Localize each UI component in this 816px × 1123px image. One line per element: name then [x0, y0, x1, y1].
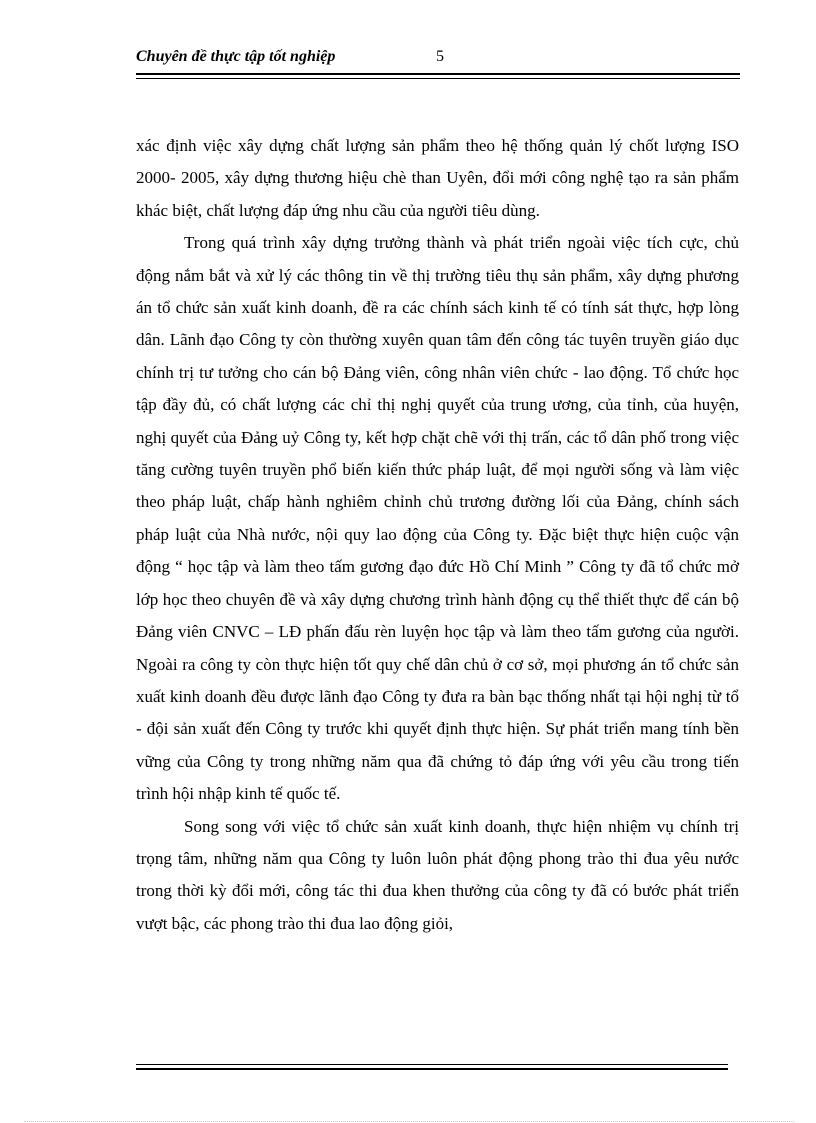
paragraph: Song song với việc tổ chức sản xuất kinh doanh, thực hiện nhiệm vụ chính trị trọng tâm, những năm qua Công ty luôn luôn phát động phong trào thi đua yêu nước trong thời kỳ đổi mới, công tác thi đua khen thưởng của công ty đã có bước phát triển vượt bậc, các phong trào thi đua lao động giỏi,	[136, 816, 739, 933]
header-rule-thin	[136, 78, 740, 79]
footer-rule-thin	[136, 1064, 728, 1065]
page-edge-divider	[24, 1121, 794, 1122]
page-number: 5	[436, 48, 444, 65]
header-rule-thick	[136, 73, 740, 75]
document-title: Chuyên đề thực tập tốt nghiệp	[136, 48, 336, 65]
paragraph: Trong quá trình xây dựng trưởng thành và phát triển ngoài việc tích cực, chủ động nắm bắt và xử lý các thông tin về thị trường tiêu thụ sản phẩm, xây dựng phương án tổ chức sản xuất kinh doanh, đề ra các chính sách kinh tế có tính sát thực, hợp lòng dân. Lãnh đạo Công ty còn thường xuyên quan tâm đến công tác tuyên truyền giáo dục chính trị tư tưởng cho cán bộ Đảng viên, công nhân viên chức - lao động. Tổ chức học tập đầy đủ, có chất lượng các chỉ thị nghị quyết của trung ương, của tỉnh, của huyện, nghị quyết của Đảng uỷ Công ty, kết hợp chặt chẽ với thị trấn, các tổ dân phố trong việc tăng cường tuyên truyền phổ biến kiến thức pháp luật, để mọi người sống và làm việc theo pháp luật, chấp hành nghiêm chỉnh chủ trương đường lối của Đảng, chính sách pháp luật của Nhà nước, nội quy lao động của Công ty. Đặc biệt thực hiện cuộc vận động “ học tập và làm theo tấm gương đạo đức Hồ Chí Minh ” Công ty đã tổ chức mở lớp học theo chuyên đề và xây dựng chương trình hành động cụ thể thiết thực để cán bộ Đảng viên CNVC – LĐ phấn đấu rèn luyện học tập và làm theo tấm gương của người. Ngoài ra công ty còn thực hiện tốt quy chế dân chủ ở cơ sở, mọi phương án tổ chức sản xuất kinh doanh đều được lãnh đạo Công ty đưa ra bàn bạc thống nhất tại hội nghị từ tổ - đội sản xuất đến Công ty trước khi quyết định thực hiện. Sự phát triển mang tính bền vững của Công ty trong những năm qua đã chứng tỏ đáp ứng với yêu cầu trong tiến trình hội nhập kinh tế quốc tế.	[136, 233, 739, 804]
paragraph-continuation: xác định việc xây dựng chất lượng sản phẩm theo hệ thống quản lý chốt lượng ISO 2000- 2005, xây dựng thương hiệu chè than Uyên, đổi mới công nghệ tạo ra sản phẩm khác biệt, chất lượng đáp ứng nhu cầu của người tiêu dùng.	[136, 136, 739, 220]
footer-rule-thick	[136, 1068, 728, 1070]
document-body	[136, 130, 739, 940]
